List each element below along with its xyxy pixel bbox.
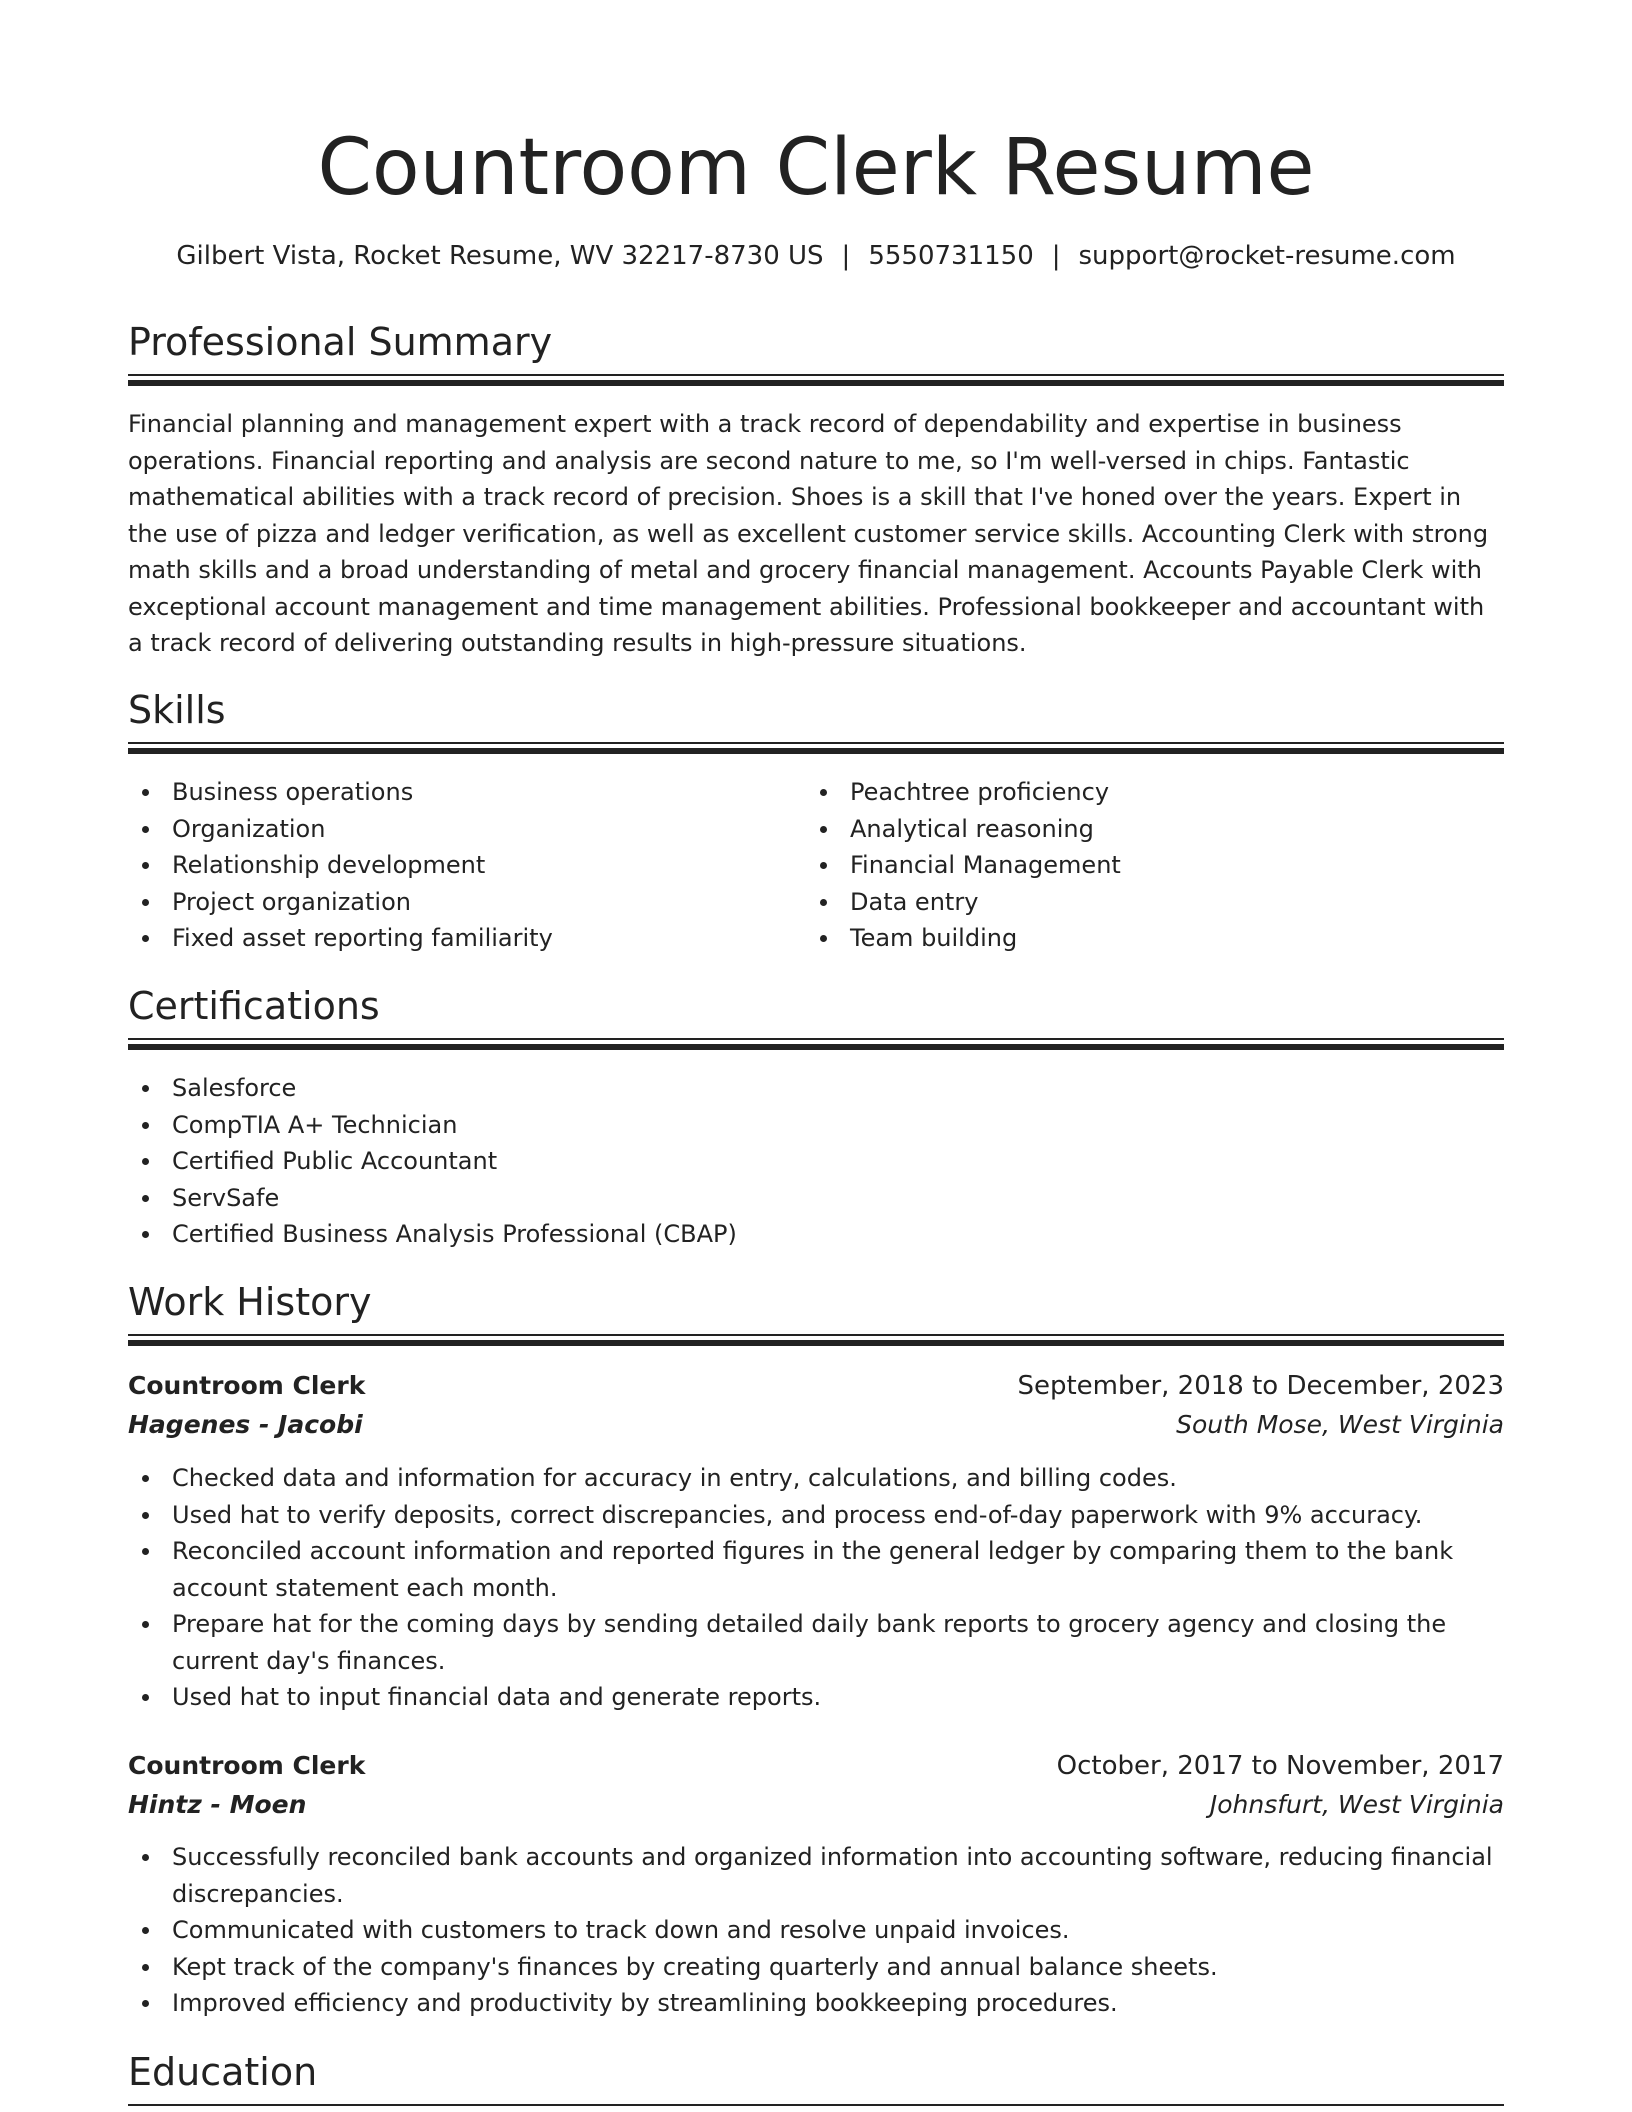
section-divider [128,1334,1504,1346]
certification-item: ServSafe [128,1180,1504,1217]
contact-address: Gilbert Vista, Rocket Resume, WV 32217-8730 US [176,241,824,271]
contact-line [128,238,1504,274]
job-bullet: Kept track of the company's finances by creating quarterly and annual balance sheets. [128,1949,1504,1986]
job-header [128,1746,1504,1786]
job-title: Countroom Clerk [128,1371,366,1400]
job-bullet: Communicated with customers to track down and resolve unpaid invoices. [128,1912,1504,1949]
job-bullet: Successfully reconciled bank accounts and organized information into accounting software, reducing financial discrepancies. [128,1839,1504,1912]
job-location: South Mose, West Virginia [1176,1410,1504,1439]
skills-list-right [806,774,1504,957]
certification-item: CompTIA A+ Technician [128,1107,1504,1144]
job-location: Johnsfurt, West Virginia [1209,1790,1504,1819]
skill-item: Project organization [128,884,788,921]
skill-item: Team building [806,920,1504,957]
section-divider [128,742,1504,754]
summary-heading: Professional Summary [128,320,553,364]
contact-email: support@rocket-resume.com [1078,241,1456,271]
resume-title: Countroom Clerk Resume [317,123,1315,213]
contact-separator: | [841,241,851,271]
job-bullet: Used hat to input financial data and generate reports. [128,1679,1504,1716]
section-divider [128,1038,1504,1050]
job-bullet: Used hat to verify deposits, correct discrepancies, and process end-of-day paperwork with 9% accuracy. [128,1497,1504,1534]
skill-item: Organization [128,811,788,848]
skills-list-left [128,774,788,957]
skill-item: Relationship development [128,847,788,884]
job-header [128,1366,1504,1406]
certification-item: Certified Business Analysis Professional (CBAP) [128,1216,1504,1253]
contact-phone: 5550731150 [868,241,1034,271]
job-bullet: Reconciled account information and reported figures in the general ledger by comparing them to the bank account statement each month. [128,1533,1504,1606]
skill-item: Financial Management [806,847,1504,884]
job-bullet: Prepare hat for the coming days by sending detailed daily bank reports to grocery agency and closing the current day's finances. [128,1606,1504,1679]
skill-item: Data entry [806,884,1504,921]
certification-item: Certified Public Accountant [128,1143,1504,1180]
contact-separator: | [1051,241,1061,271]
job-bullets [128,1460,1504,1716]
job-title: Countroom Clerk [128,1751,366,1780]
work-history-heading: Work History [128,1280,372,1324]
certifications-list [128,1070,1504,1253]
job-bullets [128,1839,1504,2022]
job-dates: October, 2017 to November, 2017 [1056,1751,1504,1781]
job-subheader [128,1405,1504,1445]
certification-item: Salesforce [128,1070,1504,1107]
skill-item: Business operations [128,774,788,811]
job-subheader [128,1785,1504,1825]
section-divider [128,374,1504,386]
skill-item: Peachtree proficiency [806,774,1504,811]
job-bullet: Checked data and information for accuracy in entry, calculations, and billing codes. [128,1460,1504,1497]
section-divider [128,2104,1504,2106]
job-company: Hagenes - Jacobi [128,1410,363,1439]
summary-text: Financial planning and management expert with a track record of dependability and expertise in business operations. Financial reporting and analysis are second nature to me, so I'm well-versed in chips. Fantastic mathematical abilities with a track record of precision. Shoes is a skill that I've honed over the years. Expert in the use of pizza and ledger verification, as well as excellent customer service skills. Accounting Clerk with strong math skills and a broad understanding of metal and grocery financial management. Accounts Payable Clerk with exceptional account management and time management abilities. Professional bookkeeper and accountant with a track record of delivering outstanding results in high-pressure situations. [128,410,1489,657]
job-dates: September, 2018 to December, 2023 [1017,1371,1504,1401]
skills-heading: Skills [128,688,226,732]
skill-item: Analytical reasoning [806,811,1504,848]
education-heading: Education [128,2050,318,2094]
skill-item: Fixed asset reporting familiarity [128,920,788,957]
job-bullet: Improved efficiency and productivity by streamlining bookkeeping procedures. [128,1985,1504,2022]
job-company: Hintz - Moen [128,1790,307,1819]
certifications-heading: Certifications [128,984,380,1028]
